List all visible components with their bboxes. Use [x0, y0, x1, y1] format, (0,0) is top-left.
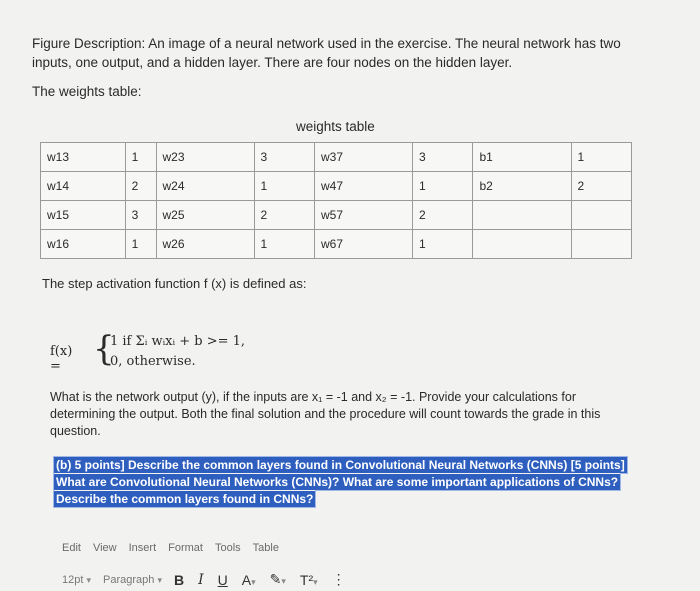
table-cell: w47	[314, 172, 412, 201]
table-cell: b2	[473, 172, 571, 201]
table-cell: 3	[413, 143, 473, 172]
table-cell: 1	[254, 172, 314, 201]
table-cell: w25	[156, 201, 254, 230]
weights-table	[40, 142, 632, 259]
table-cell	[473, 230, 571, 259]
selected-question-text[interactable]	[54, 457, 634, 508]
table-cell: 1	[413, 230, 473, 259]
table-cell: 1	[254, 230, 314, 259]
description-line-1: Figure Description: An image of a neural network used in the exercise. The neural network has two	[32, 36, 621, 51]
table-cell: 3	[254, 143, 314, 172]
table-row	[41, 201, 632, 230]
highlighter-icon: ✎	[269, 571, 282, 587]
menu-item-insert[interactable]: Insert	[128, 542, 157, 554]
table-cell: w67	[314, 230, 412, 259]
table-cell	[571, 201, 631, 230]
table-cell: 2	[254, 201, 314, 230]
table-cell: 1	[125, 143, 156, 172]
more-options-icon[interactable]: ⋮	[331, 571, 346, 587]
table-cell: w57	[314, 201, 412, 230]
table-cell: w37	[314, 143, 412, 172]
font-size-select[interactable]: 12pt ▾	[62, 573, 92, 586]
font-color-button[interactable]: A▾	[241, 571, 256, 588]
highlighted-text[interactable]: (b) 5 points] Describe the common layers found in Convolutional Neural Networks (CNNs) [5 points] What are Convolutional Neural Networks (CNNs)? What are some important applications of CNNs? Describe the common layers found in CNNs?	[56, 458, 625, 506]
table-cell: 2	[571, 172, 631, 201]
table-cell: 2	[125, 172, 156, 201]
question-text: What is the network output (y), if the inputs are x₁ = -1 and x₂ = -1. Provide your calculations for determining the output. Both the final solution and the procedure will count towards the grade in this question.	[50, 390, 601, 438]
italic-button[interactable]: I	[198, 571, 204, 588]
superscript-button[interactable]: T²▾	[299, 571, 318, 588]
bold-button[interactable]: B	[173, 571, 185, 588]
formula-case-2: 0, otherwise.	[110, 354, 196, 369]
table-row	[41, 172, 632, 201]
table-cell	[473, 201, 571, 230]
editor-menubar	[62, 542, 291, 554]
table-row	[41, 230, 632, 259]
table-cell	[571, 230, 631, 259]
table-cell: w23	[156, 143, 254, 172]
table-cell: w24	[156, 172, 254, 201]
menu-item-table[interactable]: Table	[252, 542, 279, 554]
description-line-2: inputs, one output, and a hidden layer. There are four nodes on the hidden layer.	[32, 55, 513, 70]
table-title: weights table	[296, 119, 375, 134]
figure-description	[32, 34, 672, 72]
step-function-text: The step activation function f (x) is defined as:	[42, 276, 307, 291]
table-cell: 1	[571, 143, 631, 172]
table-cell: w16	[41, 230, 126, 259]
table-cell: w15	[41, 201, 126, 230]
table-cell: 2	[413, 201, 473, 230]
formula-brace: {	[93, 329, 115, 369]
weights-label: The weights table:	[32, 84, 142, 99]
table-cell: 1	[413, 172, 473, 201]
table-cell: 3	[125, 201, 156, 230]
table-cell: b1	[473, 143, 571, 172]
table-cell: w14	[41, 172, 126, 201]
menu-item-edit[interactable]: Edit	[62, 542, 81, 554]
menu-item-view[interactable]: View	[92, 542, 117, 554]
table-cell: 1	[125, 230, 156, 259]
highlight-color-button[interactable]: ✎▾	[269, 571, 286, 587]
formula-case-1: 1 if Σᵢ wᵢxᵢ + b >= 1,	[110, 334, 246, 349]
table-cell: w26	[156, 230, 254, 259]
menu-item-format[interactable]: Format	[168, 542, 203, 554]
paragraph-select[interactable]: Paragraph ▾	[103, 573, 162, 586]
editor-toolbar	[62, 571, 360, 588]
underline-button[interactable]: U	[217, 571, 228, 588]
table-cell: w13	[41, 143, 126, 172]
menu-item-tools[interactable]: Tools	[214, 542, 241, 554]
table-row	[41, 143, 632, 172]
formula-lhs: f(x) =	[50, 344, 73, 374]
